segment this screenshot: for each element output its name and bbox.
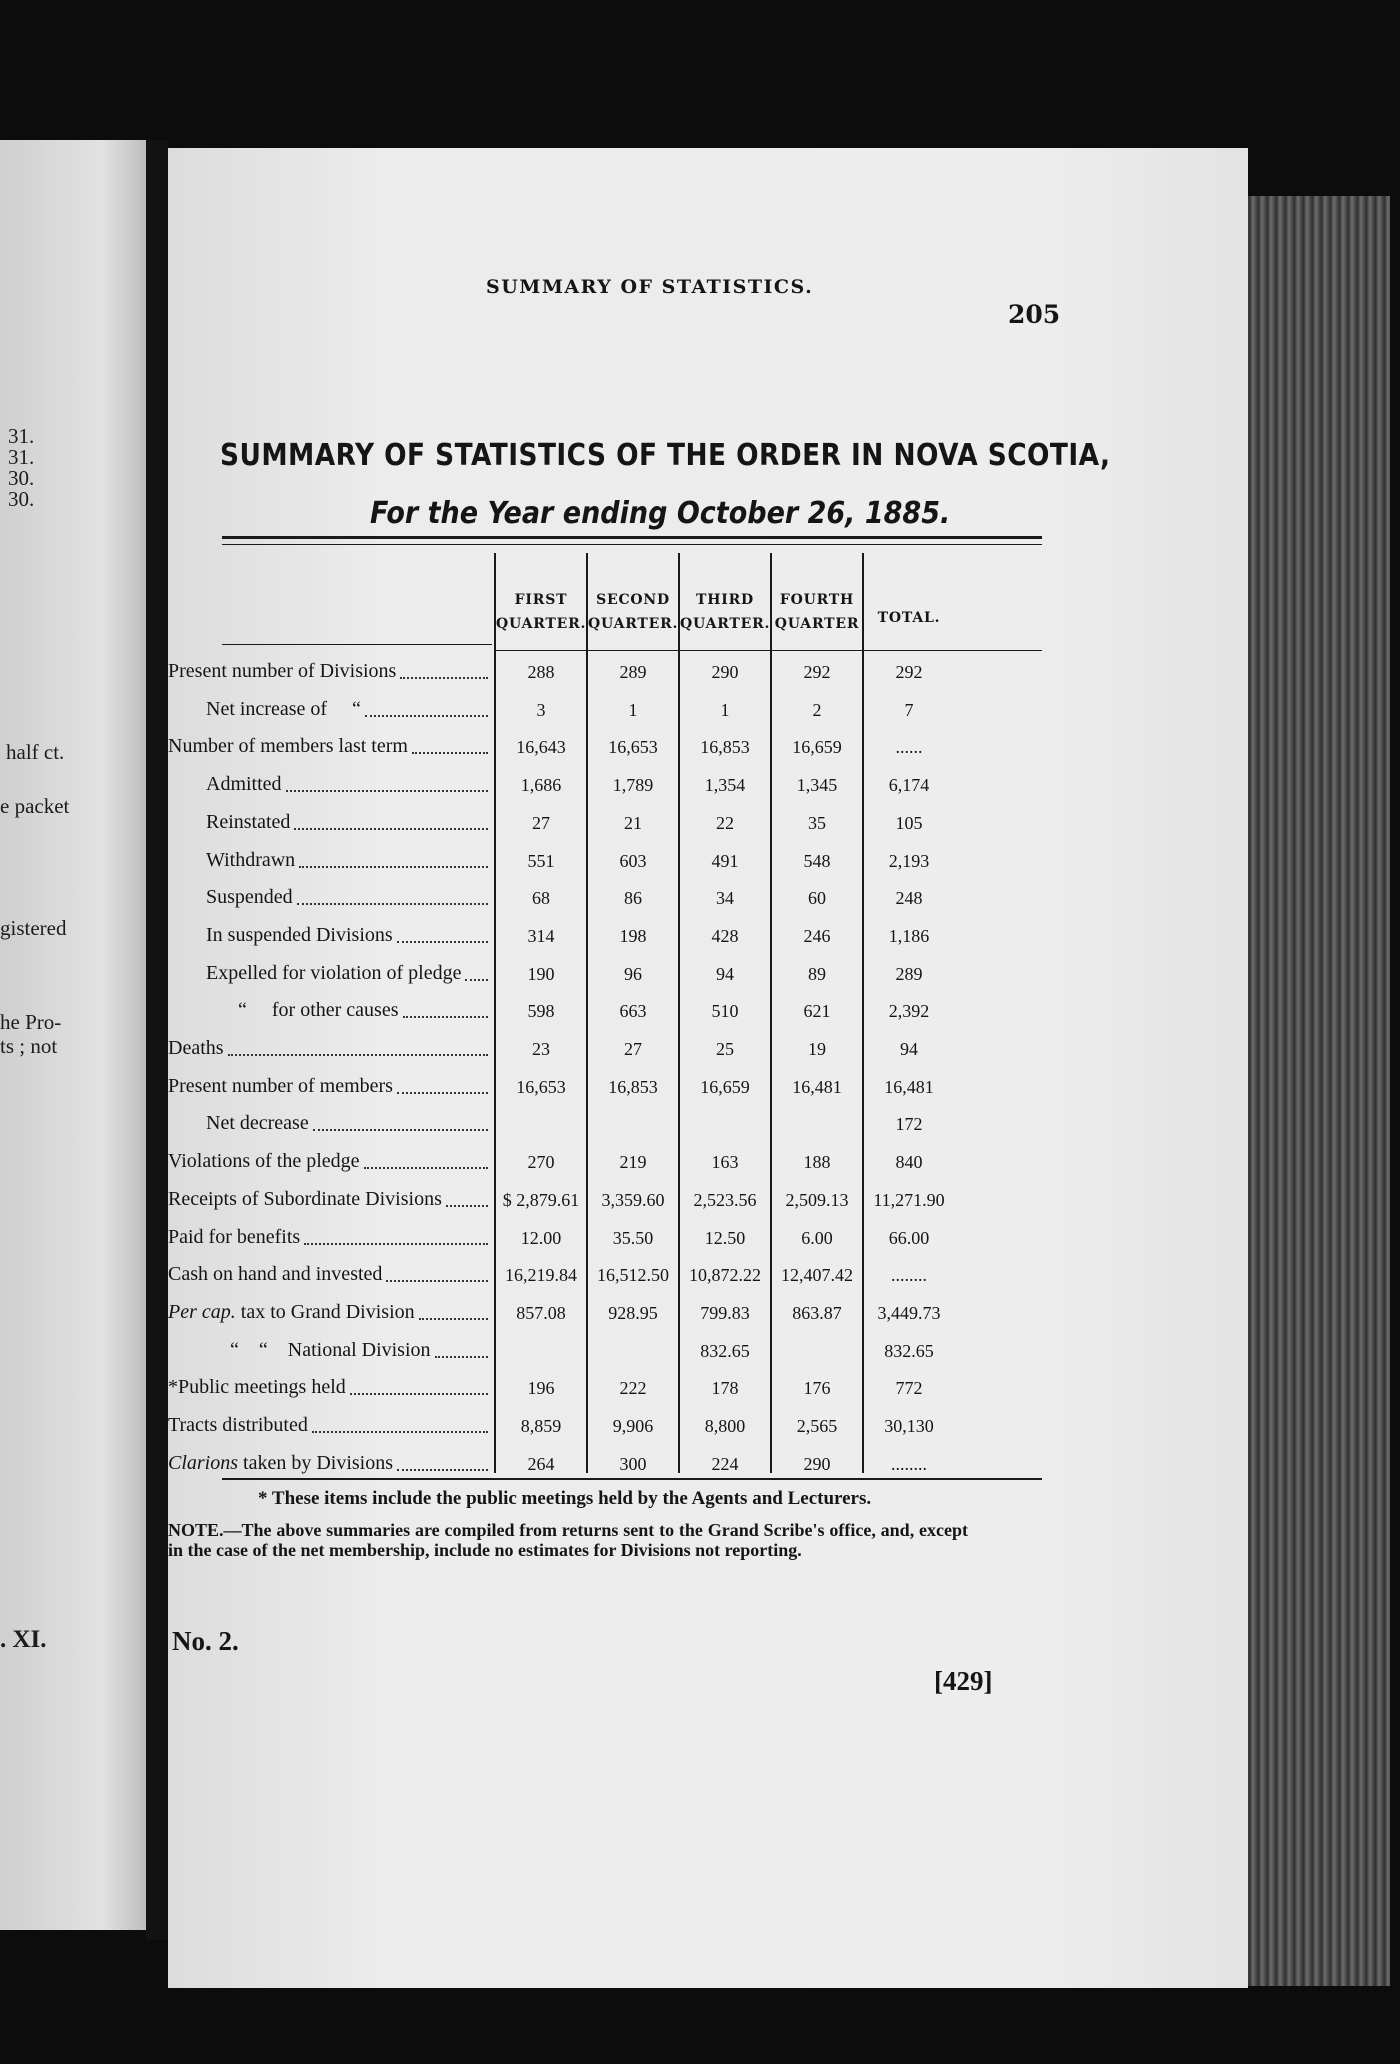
row-label: Reinstated [206, 810, 291, 833]
table-cell: 16,481 [792, 1076, 842, 1097]
row-label: Present number of Divisions [168, 660, 397, 682]
table-cell: 16,853 [608, 1076, 658, 1097]
table-cell: 1,354 [704, 775, 746, 796]
table-cell: 290 [711, 662, 739, 682]
dot-leader [397, 1469, 488, 1471]
column-header-line: QUARTER. [588, 616, 679, 632]
table-cell: 198 [619, 925, 647, 946]
table-cell: 289 [895, 963, 923, 984]
table-cell: 190 [527, 963, 555, 984]
row-label: Cash on hand and invested [168, 1263, 383, 1286]
table-cell: 16,659 [792, 737, 842, 758]
table-cell: 188 [803, 1152, 831, 1173]
table-cell: 68 [532, 888, 550, 909]
table-cell: 288 [527, 662, 555, 682]
column-header-line: FOURTH [779, 592, 855, 608]
table-cell: 270 [527, 1152, 555, 1173]
table-cell: 603 [619, 850, 647, 871]
table-cell: 1 [720, 699, 730, 720]
left-page-fragment: . XI. [0, 1626, 47, 1653]
table-cell: 9,906 [612, 1416, 654, 1436]
table-cell: 548 [803, 850, 831, 871]
table-cell: 219 [619, 1152, 647, 1173]
row-label: Receipts of Subordinate Divisions [168, 1187, 442, 1210]
table-cell: 8,800 [704, 1416, 746, 1436]
table-cell: 598 [527, 1001, 555, 1022]
row-label: Per cap. tax to Grand Division [168, 1300, 415, 1323]
dot-leader [364, 1167, 488, 1169]
table-cell: 3,449.73 [877, 1302, 941, 1323]
table-cell: 224 [711, 1453, 739, 1474]
table-cell: 832.65 [884, 1340, 934, 1361]
dot-leader [286, 790, 488, 792]
table-cell: 2,193 [888, 850, 930, 871]
column-header [496, 588, 586, 636]
row-label: Net increase of “ [206, 697, 361, 720]
table-cell: 11,271.90 [873, 1189, 945, 1210]
table-cell: 25 [716, 1039, 734, 1059]
table-cell: 663 [619, 1001, 647, 1022]
table-cell: 2,565 [796, 1416, 838, 1436]
column-header-line: QUARTER [774, 616, 860, 632]
dot-leader [299, 866, 488, 868]
dot-leader [412, 752, 488, 754]
dot-leader [297, 903, 488, 905]
table-cell: 290 [803, 1453, 831, 1474]
table-cell: 300 [619, 1453, 647, 1474]
italic-term: Per cap. [168, 1300, 236, 1323]
table-cell: 289 [619, 662, 647, 682]
table-cell: 2,392 [888, 1001, 930, 1022]
dot-leader [403, 1016, 488, 1018]
table-cell: 16,219.84 [505, 1265, 577, 1286]
table-cell: 16,653 [516, 1076, 566, 1097]
column-header [680, 588, 770, 636]
table-cell: 23 [532, 1039, 550, 1059]
table-cell: 27 [624, 1039, 642, 1059]
row-label: Present number of members [168, 1074, 393, 1097]
table-cell: 19 [808, 1039, 826, 1059]
table-cell: 3,359.60 [601, 1189, 665, 1210]
row-label: Admitted [206, 773, 282, 796]
table-cell: 1 [628, 699, 638, 720]
left-page-fragment: gistered [0, 916, 67, 940]
dot-leader [435, 1356, 488, 1358]
table-cell: 1,789 [612, 775, 654, 796]
dot-leader [397, 941, 488, 943]
dot-leader [350, 1393, 488, 1395]
note: NOTE.—The above summaries are compiled from returns sent to the Grand Scribe's office, and, except in the case of the net membership, include no estimates for Divisions not reporting. [168, 1520, 968, 1560]
row-label: Net decrease [206, 1112, 309, 1135]
left-page-fragment: half ct. [6, 740, 65, 764]
table-cell: 176 [803, 1378, 831, 1399]
table-cell: 163 [711, 1152, 739, 1173]
table-cell: 12.00 [520, 1227, 562, 1248]
plate-number: [429] [934, 1666, 993, 1696]
table-cell: 60 [808, 888, 826, 909]
column-header-line: QUARTER. [496, 616, 587, 632]
table-cell: 772 [895, 1378, 923, 1399]
row-label: “ “ National Division [230, 1338, 431, 1361]
table-cell: 1,186 [888, 925, 930, 946]
column-header-line: TOTAL. [877, 610, 941, 626]
table-cell: 94 [716, 963, 734, 984]
heading-rule [496, 650, 1042, 651]
row-label: “ for other causes [238, 999, 399, 1022]
table-cell: 8,859 [520, 1416, 562, 1436]
row-label: Number of members last term [168, 735, 408, 758]
row-label: *Public meetings held [168, 1376, 346, 1399]
table-cell: 66.00 [888, 1227, 930, 1248]
table-cell: 246 [803, 925, 831, 946]
row-label: Expelled for violation of pledge [206, 961, 462, 984]
table-cell: 621 [803, 1001, 831, 1022]
table-cell: 6,174 [888, 775, 930, 796]
table-cell: 16,853 [700, 737, 750, 758]
table-cell: 799.83 [700, 1302, 750, 1323]
table-cell: 928.95 [608, 1302, 658, 1323]
row-label: Deaths [168, 1037, 224, 1059]
table-top-rule-thin [222, 544, 1042, 545]
running-header: SUMMARY OF STATISTICS. [486, 276, 814, 298]
dot-leader [313, 1129, 488, 1131]
table-cell: 22 [716, 812, 734, 833]
table-cell: 510 [711, 1001, 739, 1022]
table-cell: 16,481 [884, 1076, 934, 1097]
table-cell: 35.50 [612, 1227, 654, 1248]
left-page-fragment: 30. [8, 466, 35, 490]
table-cell: 21 [624, 812, 642, 833]
left-page-fragment: 30. [8, 487, 35, 511]
row-label: Tracts distributed [168, 1414, 308, 1436]
table-cell: 94 [900, 1039, 918, 1059]
table-cell: ...... [895, 737, 923, 758]
footnote: * These items include the public meetings held by the Agents and Lecturers. [258, 1488, 872, 1509]
page-number: 205 [1008, 300, 1061, 329]
table-cell: 6.00 [801, 1227, 833, 1248]
stub-heading-rule [222, 644, 492, 645]
table-cell: ........ [891, 1265, 927, 1286]
left-page-fragment: he Pro- [0, 1010, 62, 1034]
dot-leader [446, 1205, 488, 1207]
left-page-fragment: 31. [8, 445, 35, 469]
italic-term: Clarions [168, 1451, 239, 1474]
table-cell: 16,643 [516, 737, 566, 758]
row-label: Clarions taken by Divisions [168, 1451, 394, 1474]
column-header-line: SECOND [596, 592, 670, 608]
row-label: Suspended [206, 886, 293, 909]
column-header-line: THIRD [696, 592, 754, 608]
table-cell: 30,130 [884, 1416, 934, 1436]
left-page-fragment: 31. [8, 424, 35, 448]
adjacent-left-page [0, 140, 146, 1930]
table-cell: 222 [619, 1378, 647, 1399]
table-cell: 857.08 [516, 1302, 566, 1323]
signature-number: No. 2. [172, 1626, 239, 1656]
row-label: Withdrawn [206, 848, 296, 871]
table-cell: 2,509.13 [785, 1189, 849, 1210]
left-page-fragment: ts ; not [0, 1034, 58, 1058]
table-cell: 2,523.56 [693, 1189, 757, 1210]
table-cell: 832.65 [700, 1340, 750, 1361]
table-cell: 491 [711, 850, 739, 871]
row-label: Paid for benefits [168, 1225, 301, 1248]
column-header-line: FIRST [514, 592, 568, 608]
dot-leader [228, 1054, 488, 1056]
table-cell: 172 [895, 1114, 923, 1135]
table-cell: 27 [532, 812, 550, 833]
table-cell: 196 [527, 1378, 555, 1399]
dot-leader [400, 677, 488, 679]
column-header [588, 588, 678, 636]
table-cell: 314 [527, 925, 555, 946]
dot-leader [312, 1431, 488, 1433]
column-header [864, 606, 954, 630]
table-cell: 89 [808, 963, 826, 984]
table-cell: 16,659 [700, 1076, 750, 1097]
table-cell: 264 [527, 1453, 555, 1474]
table-cell: 96 [624, 963, 642, 984]
left-page-fragment: e packet [0, 794, 70, 818]
table-cell: 35 [808, 812, 826, 833]
table-cell: 105 [895, 812, 923, 833]
dot-leader [365, 715, 488, 717]
dot-leader [419, 1318, 488, 1320]
table-cell: 1,686 [520, 775, 562, 796]
table-cell: 86 [624, 888, 642, 909]
row-label: In suspended Divisions [206, 923, 393, 946]
row-label: Violations of the pledge [168, 1150, 360, 1173]
table-cell: 292 [895, 662, 923, 682]
table-cell: 34 [716, 888, 734, 909]
dot-leader [294, 828, 488, 830]
table-cell: 12.50 [704, 1227, 746, 1248]
table-cell: 7 [904, 699, 914, 720]
table-cell: 178 [711, 1378, 739, 1399]
table-cell: 3 [536, 699, 546, 720]
table-cell: 551 [527, 850, 555, 871]
table-cell: $ 2,879.61 [502, 1189, 580, 1210]
table-cell: 292 [803, 662, 831, 682]
column-header [772, 588, 862, 636]
table-cell: 10,872.22 [689, 1265, 761, 1286]
book-page [168, 148, 1248, 1988]
table-cell: 840 [895, 1152, 923, 1173]
table-cell: 12,407.42 [781, 1265, 853, 1286]
dot-leader [465, 979, 488, 981]
page-title: SUMMARY OF STATISTICS OF THE ORDER IN NOVA SCOTIA, [220, 438, 1111, 473]
table-cell: 248 [895, 888, 923, 909]
dot-leader [386, 1280, 488, 1282]
table-cell: 428 [711, 925, 739, 946]
page-subtitle: For the Year ending October 26, 1885. [370, 496, 951, 531]
table-cell: 2 [812, 699, 822, 720]
table-bottom-rule [222, 1478, 1042, 1480]
table-cell: 16,512.50 [597, 1265, 669, 1286]
table-top-rule [222, 536, 1042, 539]
book-gutter [146, 140, 168, 1940]
dot-leader [304, 1243, 488, 1245]
dot-leader [397, 1092, 488, 1094]
table-cell: 16,653 [608, 737, 658, 758]
table-cell: ........ [891, 1453, 927, 1474]
table-cell: 1,345 [796, 775, 838, 796]
table-cell: 863.87 [792, 1302, 842, 1323]
column-header-line: QUARTER. [680, 616, 771, 632]
